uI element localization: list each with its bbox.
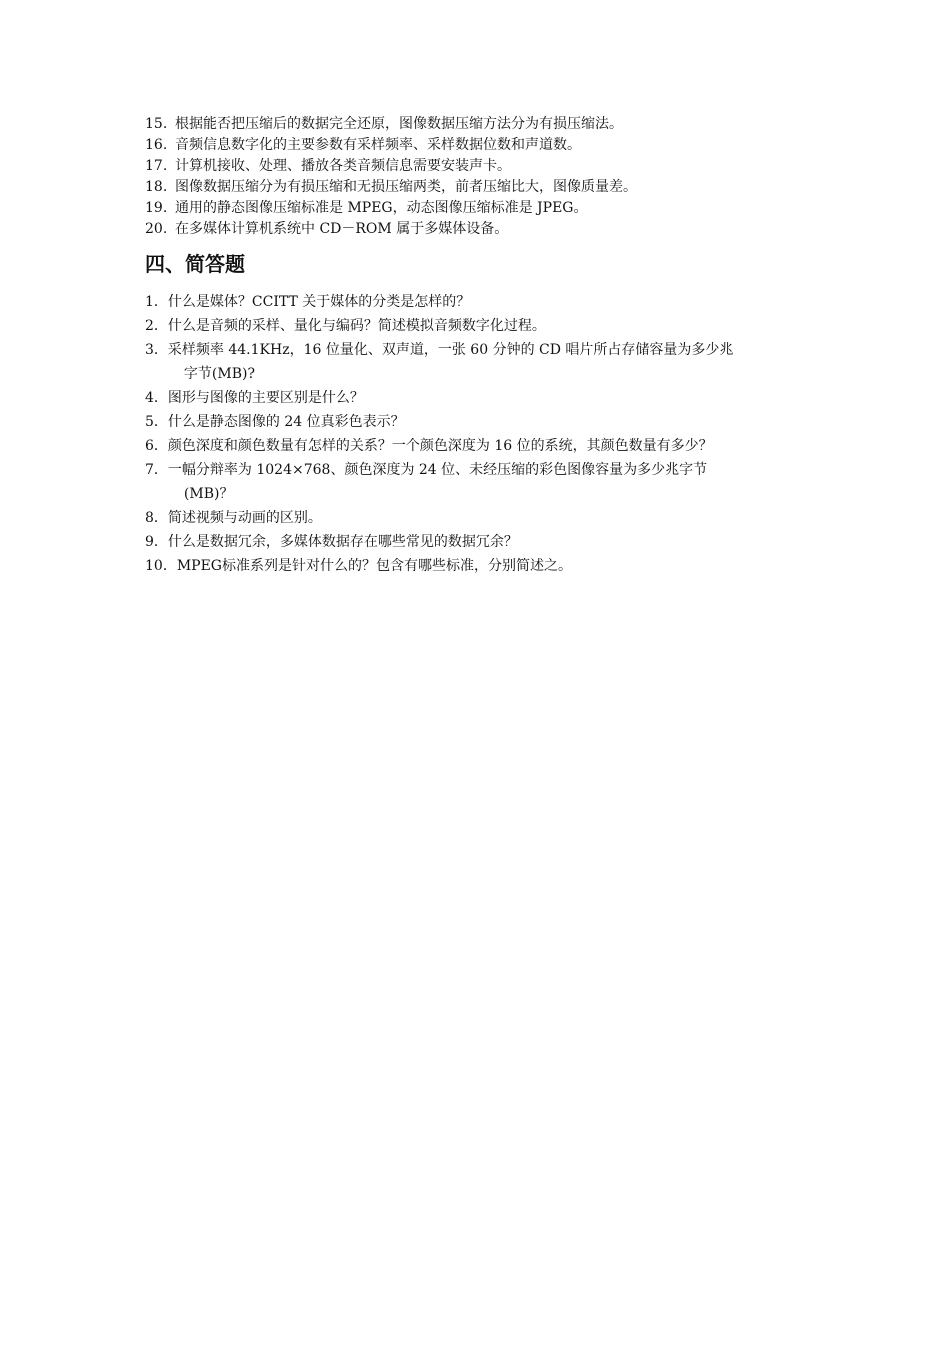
statement-text: 根据能否把压缩后的数据完全还原，图像数据压缩方法分为有损压缩法。 — [175, 116, 623, 132]
question-body — [168, 530, 825, 554]
question-body — [168, 506, 825, 530]
question-number: 5． — [145, 414, 168, 430]
question-body — [168, 458, 825, 506]
section-heading: 四、简答题 — [145, 252, 245, 276]
question-item — [145, 458, 825, 506]
statement-item — [145, 177, 825, 198]
question-item — [145, 410, 825, 434]
short-answer-list — [145, 290, 825, 578]
statement-text: 图像数据压缩分为有损压缩和无损压缩两类，前者压缩比大，图像质量差。 — [175, 179, 637, 195]
question-body — [168, 314, 825, 338]
question-number: 7． — [145, 462, 168, 478]
question-item — [145, 506, 825, 530]
question-item — [145, 290, 825, 314]
question-text: 采样频率 44.1KHz，16 位量化、双声道，一张 60 分钟的 CD 唱片所占存储容量为多少兆 — [167, 342, 734, 358]
question-body — [177, 554, 825, 578]
question-number: 9． — [145, 534, 168, 550]
question-item — [145, 554, 825, 578]
question-item — [145, 434, 825, 458]
question-number: 6． — [145, 438, 168, 454]
statement-item — [145, 114, 825, 135]
question-text: 简述视频与动画的区别。 — [167, 510, 322, 526]
question-text: MPEG标准系列是针对什么的？包含有哪些标准，分别简述之。 — [176, 558, 572, 574]
question-text: 图形与图像的主要区别是什么？ — [167, 390, 364, 406]
statement-number: 19. — [145, 200, 168, 216]
question-item — [145, 338, 825, 386]
question-text: 颜色深度和颜色数量有怎样的关系？一个颜色深度为 16 位的系统，其颜色数量有多少？ — [167, 438, 713, 454]
question-text: 什么是音频的采样、量化与编码？简述模拟音频数字化过程。 — [167, 318, 546, 334]
true-false-list — [145, 114, 825, 240]
statement-number: 20. — [145, 221, 168, 237]
question-text: 什么是媒体？CCITT 关于媒体的分类是怎样的？ — [167, 294, 471, 310]
question-number: 8． — [145, 510, 168, 526]
question-text: 字节(MB)? — [183, 366, 255, 382]
statement-number: 17. — [145, 158, 168, 174]
statement-number: 18. — [145, 179, 168, 195]
question-body — [168, 434, 825, 458]
question-text: 一幅分辩率为 1024×768、颜色深度为 24 位、未经压缩的彩色图像容量为多少兆字节 — [167, 462, 708, 478]
question-body — [168, 410, 825, 434]
question-number: 3． — [145, 342, 168, 358]
question-text: (MB)？ — [183, 486, 234, 502]
question-item — [145, 530, 825, 554]
statement-text: 通用的静态图像压缩标准是 MPEG，动态图像压缩标准是 JPEG。 — [175, 200, 588, 216]
statement-text: 在多媒体计算机系统中 CD－ROM 属于多媒体设备。 — [175, 221, 509, 237]
question-number: 10． — [145, 558, 177, 574]
question-body — [168, 386, 825, 410]
statement-item — [145, 156, 825, 177]
question-item — [145, 314, 825, 338]
question-text: 什么是静态图像的 24 位真彩色表示？ — [167, 414, 405, 430]
question-number: 4． — [145, 390, 168, 406]
question-number: 2． — [145, 318, 168, 334]
document-page — [145, 114, 825, 578]
statement-item — [145, 198, 825, 219]
question-item — [145, 386, 825, 410]
statement-text: 音频信息数字化的主要参数有采样频率、采样数据位数和声道数。 — [175, 137, 581, 153]
statement-text: 计算机接收、处理、播放各类音频信息需要安装声卡。 — [175, 158, 511, 174]
question-body — [168, 290, 825, 314]
statement-number: 16. — [145, 137, 168, 153]
statement-number: 15. — [145, 116, 168, 132]
question-number: 1． — [145, 294, 168, 310]
statement-item — [145, 135, 825, 156]
statement-item — [145, 219, 825, 240]
question-body — [168, 338, 825, 386]
question-text: 什么是数据冗余，多媒体数据存在哪些常见的数据冗余？ — [167, 534, 518, 550]
